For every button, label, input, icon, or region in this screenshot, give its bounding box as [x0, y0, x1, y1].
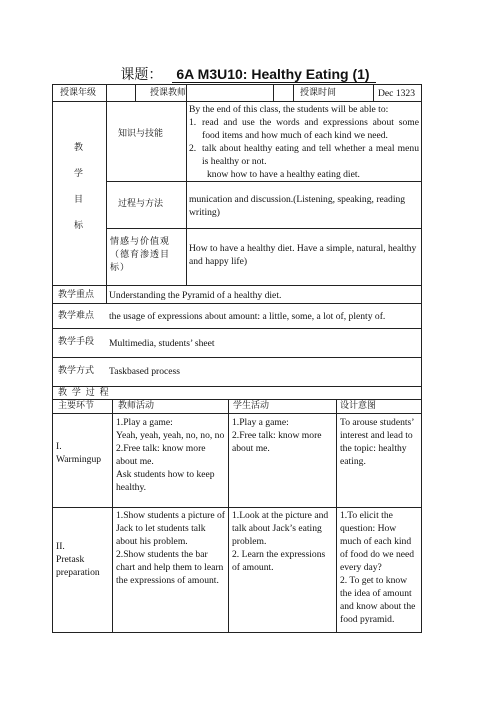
knowledge-content: [189, 103, 419, 181]
objectives-label-2: 学: [74, 169, 84, 179]
process-method-label: 过程与方法: [118, 199, 164, 209]
difficult-point-label: 教学难点: [58, 311, 95, 321]
design-intent: To arouse students’ interest and lead to the topic: healthy eating.: [340, 417, 414, 467]
stage-pretask: II. Pretask preparation: [56, 541, 100, 578]
objectives-label-4: 标: [74, 221, 84, 231]
student-activity: 1.Play a game: 2.Free talk: know more about me.: [232, 417, 322, 454]
emotion-text: How to have a healthy diet. Have a simple, natural, healthy and happy life): [189, 243, 417, 267]
teacher-activity: 1.Show students a picture of Jack to let students talk about his problem. 2.Show students the bar chart and help them to learn the expressions of amount.: [116, 510, 225, 586]
knowledge-item: 2. talk about healthy eating and tell whether a meal menu is healthy or not.: [189, 143, 419, 167]
knowledge-intro: By the end of this class, the students will be able to:: [189, 104, 389, 115]
process-method-text: munication and discussion.(Listening, speaking, reading writing): [189, 194, 406, 218]
time-label: 授课时间: [300, 88, 337, 98]
key-point-label: 教学重点: [58, 290, 95, 300]
teacher-label: 授课教师: [150, 88, 187, 98]
emotion-label: 情感与价值观（德育渗透目标）: [110, 237, 171, 273]
knowledge-extra: know how to have a healthy eating diet.: [207, 169, 360, 180]
method-label: 教学方式: [58, 366, 95, 376]
objectives-label-1: 教: [74, 143, 84, 153]
process-header-stage: 主要环节: [58, 401, 95, 411]
key-point-text: Understanding the Pyramid of a healthy diet.: [109, 290, 282, 301]
grade-label: 授课年级: [60, 88, 97, 98]
design-intent: 1.To elicit the question: How much of each kind of food do we need every day? 2. To get to know the idea of amount and know about the food pyramid.: [340, 510, 416, 625]
process-header-teacher: 教师活动: [118, 401, 155, 411]
lesson-date: Dec 1323: [378, 88, 416, 99]
method-text: Taskbased process: [109, 366, 180, 377]
lesson-title: [0, 64, 496, 84]
teacher-activity: 1.Play a game: Yeah, yeah, yeah, no, no, no 2.Free talk: know more about me. Ask students how to keep healthy.: [116, 417, 225, 493]
process-label: 教 学 过 程: [58, 388, 110, 398]
process-header-student: 学生活动: [233, 401, 270, 411]
objectives-label-3: 目: [74, 195, 84, 205]
knowledge-item: 1. read and use the words and expressions about some food items and how much of each kind we need.: [189, 117, 419, 141]
process-header-intent: 设计意图: [340, 401, 377, 411]
title-text: 6A M3U10: Healthy Eating (1): [172, 66, 375, 83]
difficult-point-text: the usage of expressions about amount: a little, some, a lot of, plenty of.: [109, 311, 386, 322]
title-label: 课题：: [120, 67, 163, 83]
knowledge-list: [189, 116, 419, 168]
means-label: 教学手段: [58, 337, 95, 347]
knowledge-label: 知识与技能: [118, 129, 164, 139]
student-activity: 1.Look at the picture and talk about Jack’s eating problem. 2. Learn the expressions of amount.: [232, 510, 329, 573]
stage-warmingup: I. Warmingup: [56, 441, 102, 465]
means-text: Multimedia, students’ sheet: [109, 338, 215, 349]
